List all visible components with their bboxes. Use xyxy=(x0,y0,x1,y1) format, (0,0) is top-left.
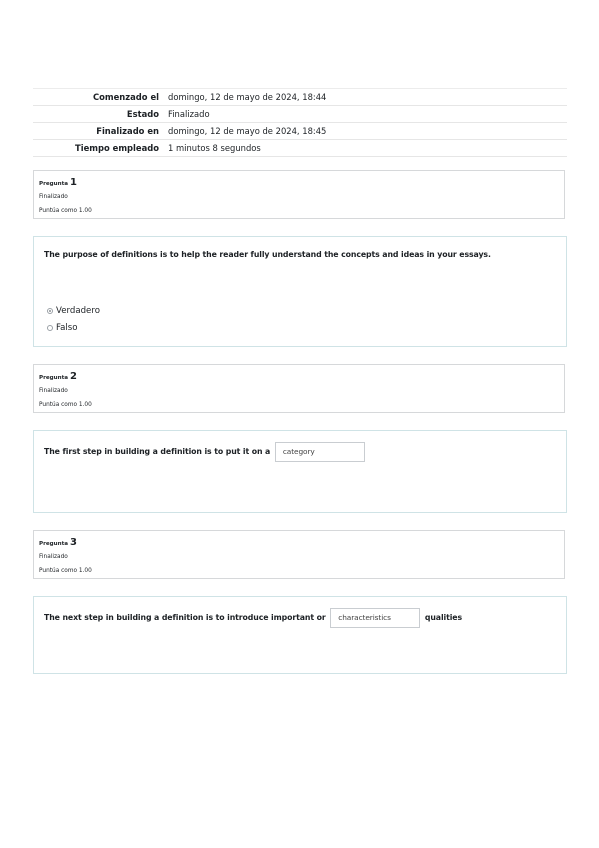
question-2-text-before: The first step in building a definition is to put it on a xyxy=(44,447,271,456)
option-falso-label: Falso xyxy=(56,323,78,333)
question-1-grade: Puntúa como 1.00 xyxy=(39,208,92,214)
summary-label-time: Tiempo empleado xyxy=(33,140,164,157)
question-3-state: Finalizado xyxy=(39,554,68,560)
question-1-state: Finalizado xyxy=(39,194,68,200)
question-2-grade: Puntúa como 1.00 xyxy=(39,402,92,408)
option-falso[interactable] xyxy=(47,323,78,333)
radio-unchecked-icon[interactable] xyxy=(47,325,53,331)
question-1-number xyxy=(39,177,77,188)
question-2-number xyxy=(39,371,77,382)
question-3-num: 3 xyxy=(70,537,77,548)
question-2-info xyxy=(33,364,565,413)
question-3-text-before: The next step in building a definition is to introduce important or xyxy=(44,613,326,622)
question-3-text-after: qualities xyxy=(424,613,463,622)
question-3-grade: Puntúa como 1.00 xyxy=(39,568,92,574)
option-verdadero-label: Verdadero xyxy=(56,306,100,316)
summary-label-finished: Finalizado en xyxy=(33,123,164,140)
summary-value-time: 1 minutos 8 segundos xyxy=(164,140,567,157)
summary-label-state: Estado xyxy=(33,106,164,123)
question-3-prefix: Pregunta xyxy=(39,541,69,547)
summary-row-started xyxy=(33,89,567,106)
attempt-summary-table xyxy=(33,88,567,157)
summary-value-started: domingo, 12 de mayo de 2024, 18:44 xyxy=(164,89,567,106)
question-1-info xyxy=(33,170,565,219)
radio-checked-icon[interactable] xyxy=(47,308,53,314)
question-1-text: The purpose of definitions is to help the reader fully understand the concepts and ideas in your essays. xyxy=(44,250,491,259)
question-2-content xyxy=(33,430,567,513)
question-2-state: Finalizado xyxy=(39,388,68,394)
question-3-text xyxy=(44,608,462,628)
summary-value-finished: domingo, 12 de mayo de 2024, 18:45 xyxy=(164,123,567,140)
question-3-number xyxy=(39,537,77,548)
option-verdadero[interactable] xyxy=(47,306,100,316)
question-3-info xyxy=(33,530,565,579)
summary-value-state: Finalizado xyxy=(164,106,567,123)
summary-label-started: Comenzado el xyxy=(33,89,164,106)
question-2-answer-field[interactable]: category xyxy=(275,442,365,462)
question-1-num: 1 xyxy=(70,177,77,188)
question-2-num: 2 xyxy=(70,371,77,382)
question-1-content xyxy=(33,236,567,347)
summary-row-finished xyxy=(33,123,567,140)
question-1-prefix: Pregunta xyxy=(39,181,69,187)
question-2-text xyxy=(44,442,367,462)
question-3-content xyxy=(33,596,567,674)
summary-row-time xyxy=(33,140,567,157)
summary-row-state xyxy=(33,106,567,123)
question-2-prefix: Pregunta xyxy=(39,375,69,381)
question-3-answer-field[interactable]: characteristics xyxy=(330,608,420,628)
